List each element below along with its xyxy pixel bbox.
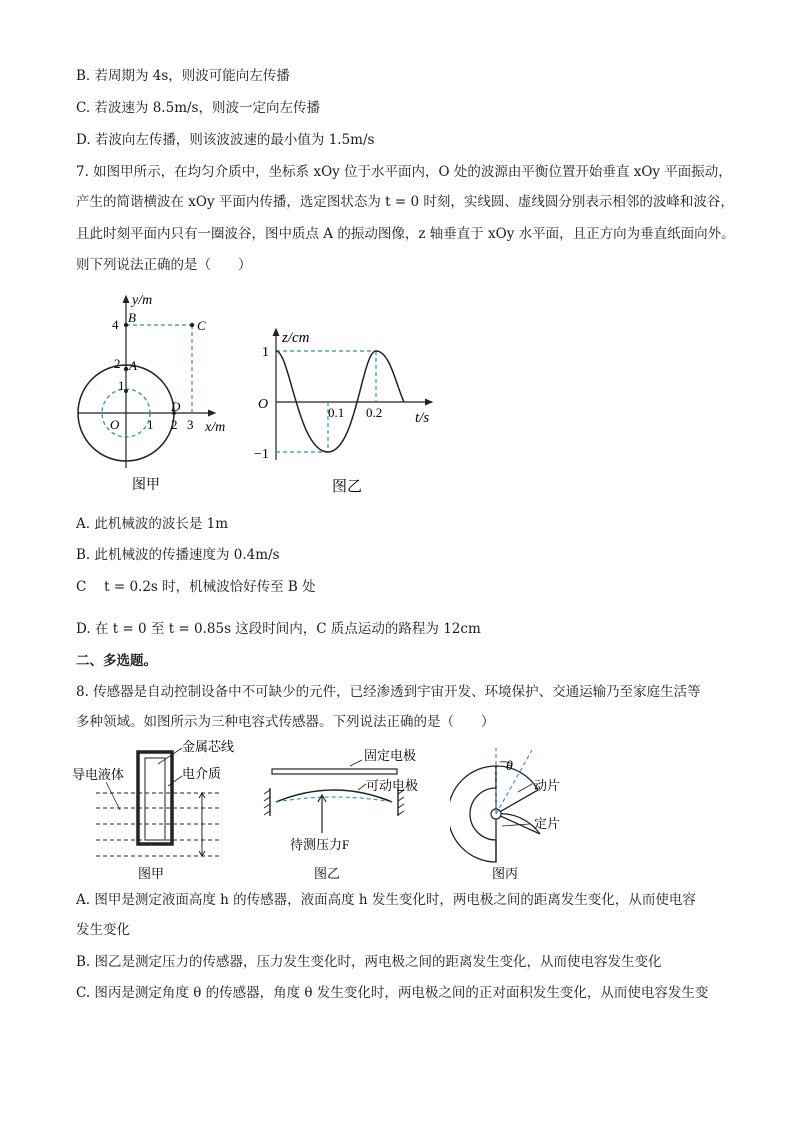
caption-8-yi: 图乙 — [314, 866, 341, 881]
q8-option-a-cont: 发生变化 — [76, 922, 130, 938]
q7-option-a: A. 此机械波的波长是 1m — [76, 516, 229, 532]
z-axis-label: z/cm — [282, 330, 310, 346]
q7-figure-jia — [70, 288, 250, 498]
label-movable-electrode: 可动电极 — [366, 778, 419, 793]
label-a: A — [129, 358, 137, 373]
label-force: 待测压力F — [290, 837, 350, 852]
point-a — [124, 367, 128, 371]
x-tick-2: 2 — [171, 417, 178, 432]
q8-figure-jia — [70, 738, 260, 883]
q8-stem-line-2: 多种领域。如图所示为三种电容式传感器。下列说法正确的是（ ） — [76, 714, 495, 730]
q7-stem-line-4: 则下列说法正确的是（ ） — [76, 257, 252, 273]
q8-figure-yi — [262, 738, 432, 883]
label-liquid: 导电液体 — [72, 767, 125, 782]
fixed-electrode — [272, 769, 397, 774]
q7-stem-line-2: 产生的简谐横波在 xOy 平面内传播，选定图状态为 t = 0 时刻，实线圆、虚线圆分别表示相邻的波峰和波谷， — [76, 194, 734, 210]
caption-yi: 图乙 — [332, 479, 363, 495]
t-tick-02: 0.2 — [366, 405, 383, 420]
caption-8-bing: 图丙 — [492, 866, 519, 881]
label-dielectric: 电介质 — [182, 766, 222, 781]
z-tick-neg1: −1 — [254, 447, 269, 462]
metal-core — [138, 752, 172, 844]
label-fixed-plate: 定片 — [534, 816, 561, 831]
x-tick-1: 1 — [147, 417, 154, 432]
y-tick-1: 1 — [118, 378, 125, 393]
q7-option-d: D. 在 t = 0 至 t = 0.85s 这段时间内，C 质点运动的路程为 12cm — [76, 621, 481, 637]
q8-option-a: A. 图甲是测定液面高度 h 的传感器，液面高度 h 发生变化时，两电极之间的距离发生变化，从而使电容 — [76, 892, 696, 908]
label-origin: O — [110, 417, 120, 432]
q7-stem-line-1: 7. 如图甲所示，在均匀介质中，坐标系 xOy 位于水平面内，O 处的波源由平衡位置开始垂直 xOy 平面振动， — [76, 164, 732, 180]
y-tick-2: 2 — [114, 356, 121, 371]
t-tick-01: 0.1 — [328, 405, 345, 420]
z-tick-1: 1 — [262, 345, 269, 360]
x-axis-label: x/m — [205, 420, 226, 435]
q7-stem-line-3: 且此时刻平面内只有一圈波谷，图中质点 A 的振动图像，z 轴垂直于 xOy 水平面，且正方向为垂直纸面向外。 — [76, 226, 735, 242]
label-fixed-electrode: 固定电极 — [364, 748, 417, 763]
label-d: D — [171, 399, 181, 414]
label-theta: θ — [506, 759, 513, 774]
q8-option-b: B. 图乙是测定压力的传感器，压力发生变化时，两电极之间的距离发生变化，从而使电容发生变化 — [76, 954, 662, 970]
origin-label: O — [258, 397, 269, 412]
q7-option-b: B. 此机械波的传播速度为 0.4m/s — [76, 547, 280, 563]
x-tick-3: 3 — [187, 417, 194, 432]
label-c: C — [197, 318, 206, 333]
caption-8-jia: 图甲 — [138, 866, 165, 881]
label-moving-plate: 动片 — [534, 778, 561, 793]
moving-plate — [496, 766, 538, 814]
y-axis-label: y/m — [132, 293, 153, 308]
caption-jia: 图甲 — [132, 478, 160, 493]
q6-option-b: B. 若周期为 4s，则波可能向左传播 — [76, 68, 290, 84]
q7-option-c: C t = 0.2s 时，机械波恰好传至 B 处 — [76, 579, 316, 595]
label-metal-core: 金属芯线 — [182, 739, 235, 754]
t-axis-label: t/s — [415, 410, 430, 426]
section-2-heading: 二、多选题。 — [76, 653, 157, 669]
q8-stem-line-1: 8. 传感器是自动控制设备中不可缺少的元件，已经渗透到宇宙开发、环境保护、交通运输乃至家庭生活等 — [76, 684, 701, 700]
label-b: B — [128, 310, 136, 325]
q7-figure-yi — [252, 325, 442, 495]
point-c — [190, 323, 194, 327]
q6-option-c: C. 若波速为 8.5m/s，则波一定向左传播 — [76, 100, 320, 116]
q8-figure-bing — [450, 738, 610, 883]
q8-option-c: C. 图丙是测定角度 θ 的传感器，角度 θ 发生变化时，两电极之间的正对面积发生变化，从而使电容发生变 — [76, 985, 709, 1001]
q6-option-d: D. 若波向左传播，则该波波速的最小值为 1.5m/s — [76, 132, 375, 148]
point-1 — [124, 389, 128, 393]
y-tick-4: 4 — [112, 317, 119, 332]
fixed-plate — [450, 766, 496, 862]
